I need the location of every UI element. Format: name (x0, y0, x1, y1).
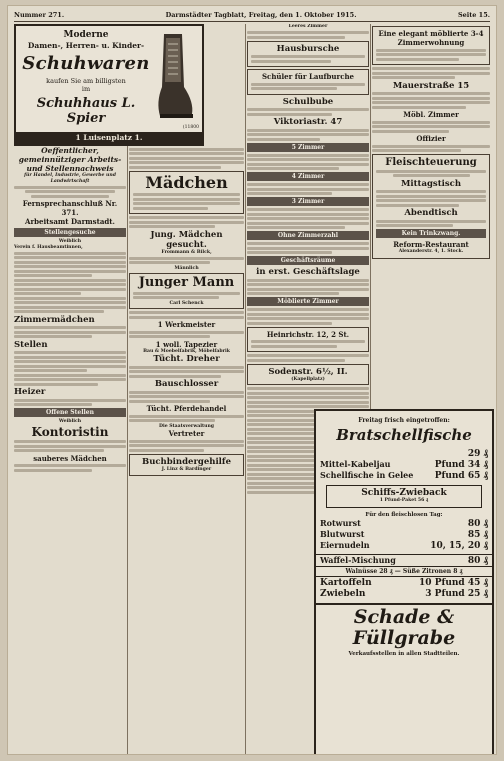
price-bratschellfische: 29 ₰ (467, 449, 488, 459)
price-zwiebeln: 3 Pfund 25 ₰ (425, 588, 488, 599)
price-zwieback-paket: 1 Pfund-Paket 56 ₰ (379, 498, 429, 503)
price-waffel: 80 ₰ (467, 555, 488, 566)
ad-moebl-zimmer: Möbl. Zimmer (403, 110, 459, 119)
ad-stellen: Stellen (14, 339, 48, 350)
ad-hausbursche: Hausbursche (276, 43, 340, 54)
ad-fleischteuerung: Fleischteuerung (385, 157, 477, 168)
item-blutwurst: Blutwurst (320, 528, 365, 539)
company-footer: Verkaufsstellen in allen Stadtteilen. (348, 650, 460, 657)
ad-mittagstisch: Mittagstisch (400, 178, 462, 189)
ad-heizer: Heizer (14, 387, 46, 398)
ad-main-word: Schuhwaren (22, 53, 150, 74)
ad-pferdehandel: Tücht. Pferdehandel (146, 404, 227, 414)
ad-bau: Bau & Moebelfabrik, Möbelfabrik (143, 348, 230, 354)
ad-address: 1 Luisenplatz 1. (16, 132, 202, 144)
item-kabeljau: Mittel-Kabeljau (320, 459, 391, 469)
page-number: Seite 15. (457, 11, 490, 19)
ad-viktoriastr: Viktoriastr. 47 (273, 117, 343, 128)
ad-heinrichstr: Heinrichstr. 12, 2 St. (266, 329, 350, 339)
section-band-4-zimmer: 4 Zimmer (247, 172, 369, 181)
grocery-advertisement (314, 409, 494, 754)
item-rotwurst: Rotwurst (320, 517, 361, 528)
shoe-advertisement (14, 24, 204, 146)
section-band-geschaeftsraeume: Geschäftsräume (247, 256, 369, 265)
company-name-1: Schade & (353, 605, 455, 628)
price-schellfische-gelee: Pfund 65 ₰ (434, 471, 488, 481)
column-2 (129, 146, 244, 752)
ad-carl-schenck: Carl Schenck (169, 300, 204, 306)
ad-top-line: Moderne (63, 30, 109, 40)
office-line: Arbeitsamt Darmstadt. (25, 217, 115, 227)
ad-buchbinder: Buchbindergehilfe (142, 456, 231, 467)
grocery-intro: Freitag frisch eingetroffen: (358, 417, 450, 424)
ad-sodenstr: Sodenstr. 6½, II. (268, 366, 348, 377)
price-kartoffeln: 10 Pfund 45 ₰ (419, 577, 488, 588)
subsection-maennlich: Männlich (174, 265, 199, 271)
section-band-moeblierte-zimmer: Möblierte Zimmer (247, 297, 369, 306)
ad-dreher: Tücht. Dreher (153, 354, 220, 365)
price-kabeljau: Pfund 34 ₰ (434, 460, 488, 470)
ad-eine-wohnung: Eine elegant möblierte 3-4 Zimmerwohnung (378, 29, 484, 47)
ad-verwaltung: Die Staatsverwaltung (158, 423, 215, 429)
ad-frommann: Frommann & Bilck, (161, 249, 212, 255)
phone-line: Fernsprechanschluß Nr. 371. (22, 199, 118, 218)
ad-kapellplatz: (Kapellplatz) (291, 376, 325, 382)
ad-line-5: im (81, 85, 91, 93)
ad-line-2: Damen-, Herren- u. Kinder- (27, 41, 145, 50)
ad-sauberes-maedchen: sauberes Mädchen (33, 453, 107, 463)
column-1 (14, 146, 126, 752)
ad-reform-restaurant: Reform-Restaurant (393, 240, 469, 249)
company-name-2: Füllgrabe (352, 626, 456, 649)
section-band-5-zimmer: 5 Zimmer (247, 143, 369, 152)
item-schellfische-gelee: Schellfische in Gelee (320, 470, 414, 480)
ad-mauerstrasse: Mauerstraße 15 (392, 80, 470, 91)
item-kartoffeln: Kartoffeln (320, 577, 372, 588)
notice-subtitle: für Handel, Industrie, Gewerbe und Landwirtschaft (24, 173, 116, 184)
section-band-offene-stellen: Offene Stellen (14, 408, 126, 417)
paper-title-date: Darmstädter Tagblatt, Freitag, den 1. Oktober 1915. (165, 11, 357, 19)
item-zwiebeln: Zwiebeln (320, 588, 366, 599)
ad-werkmeister: 1 Werkmeister (157, 320, 216, 330)
ad-offizier: Offizier (416, 134, 446, 143)
section-band-3-zimmer: 3 Zimmer (247, 197, 369, 206)
item-schiffs-zwieback: Schiffs-Zwieback (361, 488, 447, 498)
fleischlos-heading: Für den fleischlosen Tag: (365, 511, 443, 518)
ad-tapezier: 1 woll. Tapezier (155, 339, 218, 349)
grocery-title: Bratschellfische (336, 426, 472, 444)
ad-jlinz: J. Linz & Bardinger (161, 466, 212, 472)
column-divider (370, 24, 371, 409)
ad-shop-name: Schuhhaus L. Spier (36, 96, 136, 126)
ad-verein: Verein f. Hausbeamtinnen, (14, 244, 83, 250)
ad-zimmermaedchen: Zimmermädchen (14, 314, 95, 325)
price-rotwurst: 80 ₰ (467, 518, 488, 529)
column-divider (245, 24, 246, 754)
ad-maedchen: Mädchen (145, 172, 228, 192)
ad-reform-address: Alexanderstr. 4, 1. Stock. (398, 249, 464, 254)
ad-kein-trinkzwang: Kein Trinkzwang. (376, 229, 486, 238)
ad-geschaeftslage: in erst. Geschäftslage (256, 267, 360, 278)
ad-bauschlosser: Bauschlosser (154, 379, 219, 390)
notice-title: Oeffentlicher, gemeinnütziger Arbeits- und Stellennachweis (18, 146, 122, 173)
ad-schulbube: Schulbube (282, 96, 334, 107)
ad-junger-mann: Junger Mann (138, 275, 235, 291)
ad-code: (11800 (182, 125, 199, 130)
ad-leeres-zimmer: Leeres Zimmer (288, 24, 328, 29)
ad-kontoristin: Kontoristin (31, 424, 109, 439)
ad-jung-maedchen: Jung. Mädchen gesucht. (150, 229, 223, 250)
newspaper-page (8, 6, 496, 754)
price-eiernudeln: 10, 15, 20 ₰ (430, 540, 488, 551)
section-band-stellengesuche: Stellengesuche (14, 228, 126, 237)
ad-laufbursche: Schüler für Laufburche (262, 72, 354, 82)
subsection-weiblich-2: Weiblich (58, 419, 82, 425)
ad-vertreter: Vertreter (168, 429, 205, 439)
section-band-ohne-zimmerzahl: Ohne Zimmerzahl (247, 231, 369, 240)
subsection-weiblich: Weiblich (58, 239, 82, 245)
item-walnuesse-zitronen: Walnüsse 28 ₰ — Süße Zitronen 8 ₰ (316, 566, 492, 577)
ad-abendtisch: Abendtisch (404, 208, 458, 218)
boot-illustration (154, 32, 196, 122)
price-blutwurst: 85 ₰ (467, 529, 488, 540)
issue-number: Nummer 271. (14, 11, 65, 19)
ad-line-4: kaufen Sie am billigsten (46, 77, 126, 85)
column-4 (372, 24, 490, 409)
page-header (14, 9, 490, 22)
item-eiernudeln: Eiernudeln (320, 539, 370, 550)
item-waffel-mischung: Waffel-Mischung (320, 554, 396, 565)
